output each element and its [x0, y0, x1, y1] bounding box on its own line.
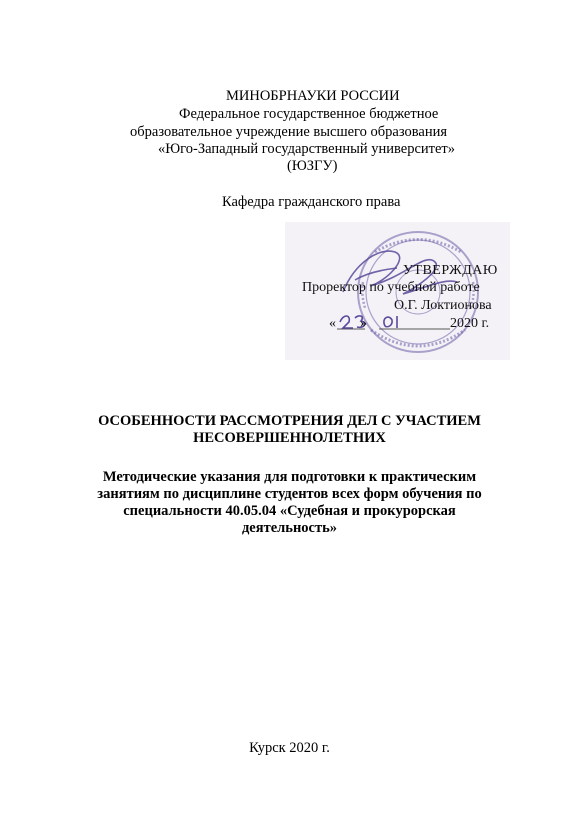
approver-name: О.Г. Локтионова: [394, 298, 492, 313]
approval-date-quotes: [329, 316, 407, 332]
document-subtitle-line1: Методические указания для подготовки к практическим: [102, 469, 477, 485]
approval-block: [285, 222, 510, 360]
document-subtitle-line2: занятиям по дисциплине студентов всех форм обучения по: [97, 486, 482, 502]
place-and-year: Курск 2020 г.: [249, 740, 330, 756]
approval-title: УТВЕРЖДАЮ: [403, 263, 498, 278]
date-close-quote: »: [360, 316, 367, 331]
date-day: [336, 316, 360, 332]
university-abbreviation: (ЮЗГУ): [287, 158, 338, 174]
document-title-line1: ОСОБЕННОСТИ РАССМОТРЕНИЯ ДЕЛ С УЧАСТИЕМ: [98, 413, 481, 429]
institution-type-line1: Федеральное государственное бюджетное: [179, 106, 439, 122]
ministry-name: МИНОБРНАУКИ РОССИИ: [226, 88, 400, 104]
institution-type-line2: образовательное учреждение высшего образования: [130, 124, 448, 140]
document-subtitle-line4: деятельность»: [241, 520, 338, 536]
date-month: [367, 316, 407, 332]
department-name: Кафедра гражданского права: [222, 194, 401, 210]
approver-role: Проректор по учебной работе: [302, 280, 480, 295]
approval-year: 2020 г.: [450, 316, 490, 331]
date-open-quote: «: [329, 316, 336, 331]
university-name: «Юго-Западный государственный университет»: [158, 141, 456, 157]
document-title-line2: НЕСОВЕРШЕННОЛЕТНИХ: [193, 430, 386, 446]
document-subtitle-line3: специальности 40.05.04 «Судебная и прокурорская: [123, 503, 456, 519]
